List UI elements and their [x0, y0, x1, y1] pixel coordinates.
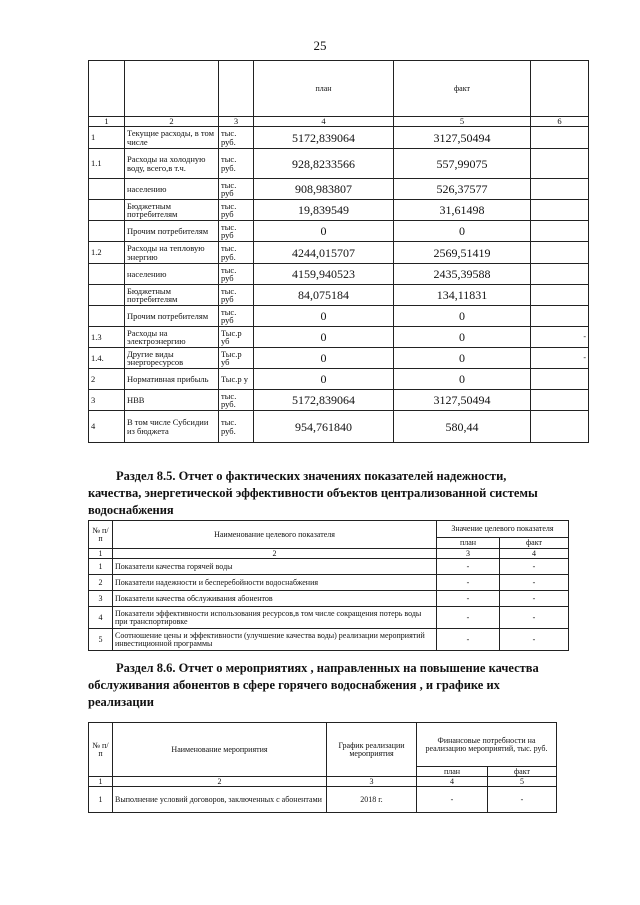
- table-row: [89, 306, 589, 327]
- fact-value: 0: [394, 221, 531, 242]
- plan-value: 5172,839064: [254, 390, 394, 411]
- table-row: [89, 264, 589, 285]
- table-row: [89, 559, 569, 575]
- fact-value: 0: [394, 306, 531, 327]
- row-number: 2: [89, 369, 125, 390]
- indicator-name: Показатели качества обслуживания абонентов: [113, 591, 437, 607]
- expense-name: Текущие расходы, в том числе: [125, 127, 219, 149]
- expense-name: населению: [125, 179, 219, 200]
- section-8-5-heading: Раздел 8.5. Отчет о фактических значениях показателей надежности, качества, энергетической эффективности объектов централизованной системы водоснабжения: [88, 469, 538, 517]
- row-number: 5: [89, 629, 113, 651]
- fact-value: 0: [394, 327, 531, 348]
- plan-value: 4244,015707: [254, 242, 394, 264]
- unit: Тыс.р у: [219, 369, 254, 390]
- column-6-value: -: [531, 327, 589, 348]
- num-header: № п/п: [89, 521, 113, 549]
- expense-name: Прочим потребителям: [125, 306, 219, 327]
- plan-value: -: [437, 591, 500, 607]
- table-row: [89, 327, 589, 348]
- expenses-table-body: [89, 127, 589, 443]
- column-numbers-row: 1 2 3 4 5: [89, 777, 557, 787]
- plan-value: 5172,839064: [254, 127, 394, 149]
- expenses-table: [88, 60, 589, 443]
- fact-value: 2569,51419: [394, 242, 531, 264]
- row-number: 4: [89, 607, 113, 629]
- row-number: [89, 179, 125, 200]
- table-row: [89, 179, 589, 200]
- column-6-value: [531, 127, 589, 149]
- column-6-value: [531, 149, 589, 179]
- row-number: 2: [89, 575, 113, 591]
- row-number: 1: [89, 787, 113, 813]
- expense-name: В том числе Субсидии из бюджета: [125, 411, 219, 443]
- plan-value: 0: [254, 306, 394, 327]
- table-row: [89, 607, 569, 629]
- row-number: [89, 264, 125, 285]
- column-numbers-row: 1 2 3 4: [89, 549, 569, 559]
- plan-header: план: [254, 61, 394, 117]
- row-number: 1.4.: [89, 348, 125, 369]
- expense-name: населению: [125, 264, 219, 285]
- plan-value: 0: [254, 327, 394, 348]
- expense-name: Расходы на холодную воду, всего,в т.ч.: [125, 149, 219, 179]
- fact-value: -: [500, 591, 569, 607]
- unit: тыс. руб: [219, 179, 254, 200]
- row-number: 4: [89, 411, 125, 443]
- schedule-value: 2018 г.: [327, 787, 417, 813]
- plan-value: -: [437, 629, 500, 651]
- column-6-value: [531, 179, 589, 200]
- table-row: [89, 221, 589, 242]
- expense-name: Расходы на электроэнергию: [125, 327, 219, 348]
- table-row: [89, 390, 589, 411]
- column-6-value: [531, 411, 589, 443]
- table-row: [89, 348, 589, 369]
- plan-header: план: [417, 767, 488, 777]
- finance-header: Финансовые потребности на реализацию мероприятий, тыс. руб.: [417, 723, 557, 767]
- plan-value: -: [437, 607, 500, 629]
- plan-value: 0: [254, 348, 394, 369]
- row-number: 3: [89, 591, 113, 607]
- indicator-value-header: Значение целевого показателя: [437, 521, 569, 538]
- column-6-value: -: [531, 348, 589, 369]
- fact-value: 3127,50494: [394, 390, 531, 411]
- schedule-header: График реализации мероприятия: [327, 723, 417, 777]
- plan-header: план: [437, 538, 500, 549]
- row-number: [89, 306, 125, 327]
- expense-name: Нормативная прибыль: [125, 369, 219, 390]
- unit: тыс. руб: [219, 306, 254, 327]
- plan-value: -: [437, 575, 500, 591]
- fact-value: 0: [394, 348, 531, 369]
- expense-name: Бюджетным потребителям: [125, 200, 219, 221]
- table-row: [89, 369, 589, 390]
- column-6-value: [531, 306, 589, 327]
- num-header: № п/п: [89, 723, 113, 777]
- table-header-row: [89, 61, 589, 117]
- fact-value: 2435,39588: [394, 264, 531, 285]
- unit: тыс. руб.: [219, 149, 254, 179]
- row-number: [89, 200, 125, 221]
- page-number: 25: [313, 38, 327, 53]
- fact-header: факт: [488, 767, 557, 777]
- row-number: 1.3: [89, 327, 125, 348]
- indicator-name-header: Наименование целевого показателя: [113, 521, 437, 549]
- indicator-name: Соотношение цены и эффективности (улучшение качества воды) реализации мероприятий инвестиционной программы: [113, 629, 437, 651]
- unit: Тыс.р уб: [219, 348, 254, 369]
- row-number: [89, 285, 125, 306]
- plan-value: 4159,940523: [254, 264, 394, 285]
- fact-header: факт: [500, 538, 569, 549]
- row-number: 3: [89, 390, 125, 411]
- unit: тыс. руб: [219, 200, 254, 221]
- column-numbers-row: 1 2 3 4 5 6: [89, 117, 589, 127]
- indicator-name: Показатели качества горячей воды: [113, 559, 437, 575]
- column-6-value: [531, 390, 589, 411]
- table-row: [89, 285, 589, 306]
- table-row: [89, 629, 569, 651]
- table-row: [89, 242, 589, 264]
- row-number: 1: [89, 559, 113, 575]
- indicators-table: [88, 520, 569, 651]
- fact-value: 580,44: [394, 411, 531, 443]
- row-number: 1.2: [89, 242, 125, 264]
- row-number: 1.1: [89, 149, 125, 179]
- unit: тыс. руб: [219, 221, 254, 242]
- expense-name: Бюджетным потребителям: [125, 285, 219, 306]
- fact-value: 3127,50494: [394, 127, 531, 149]
- plan-value: -: [437, 559, 500, 575]
- fact-value: 0: [394, 369, 531, 390]
- fact-value: 31,61498: [394, 200, 531, 221]
- expense-name: Прочим потребителям: [125, 221, 219, 242]
- expense-name: Расходы на тепловую энергию: [125, 242, 219, 264]
- column-6-value: [531, 221, 589, 242]
- unit: тыс. руб.: [219, 127, 254, 149]
- unit: тыс. руб: [219, 264, 254, 285]
- expense-name: НВВ: [125, 390, 219, 411]
- table-row: [89, 591, 569, 607]
- measure-name: Выполнение условий договоров, заключенных с абонентами: [113, 787, 327, 813]
- measures-table-body: [89, 787, 557, 813]
- table-row: [89, 787, 557, 813]
- fact-value: -: [500, 629, 569, 651]
- plan-value: 0: [254, 369, 394, 390]
- plan-value: 0: [254, 221, 394, 242]
- fact-value: -: [500, 607, 569, 629]
- row-number: 1: [89, 127, 125, 149]
- unit: тыс. руб.: [219, 242, 254, 264]
- row-number: [89, 221, 125, 242]
- plan-value: 84,075184: [254, 285, 394, 306]
- column-6-value: [531, 369, 589, 390]
- column-6-value: [531, 264, 589, 285]
- expense-name: Другие виды энергоресурсов: [125, 348, 219, 369]
- unit: Тыс.р уб: [219, 327, 254, 348]
- measures-table: [88, 722, 557, 813]
- section-8-6-heading: Раздел 8.6. Отчет о мероприятиях , направленных на повышение качества обслуживания абонентов в сфере горячего водоснабжения , и графике их реализации: [88, 661, 539, 709]
- unit: тыс. руб.: [219, 411, 254, 443]
- plan-value: 928,8233566: [254, 149, 394, 179]
- plan-value: 908,983807: [254, 179, 394, 200]
- fact-value: -: [488, 787, 557, 813]
- measure-name-header: Наименование мероприятия: [113, 723, 327, 777]
- column-6-value: [531, 200, 589, 221]
- fact-header: факт: [394, 61, 531, 117]
- unit: тыс. руб: [219, 285, 254, 306]
- fact-value: -: [500, 559, 569, 575]
- table-row: [89, 411, 589, 443]
- indicator-name: Показатели надежности и бесперебойности водоснабжения: [113, 575, 437, 591]
- table-row: [89, 200, 589, 221]
- plan-value: 954,761840: [254, 411, 394, 443]
- indicators-table-body: [89, 559, 569, 651]
- table-row: [89, 149, 589, 179]
- fact-value: -: [500, 575, 569, 591]
- column-6-value: [531, 242, 589, 264]
- plan-value: -: [417, 787, 488, 813]
- fact-value: 526,37577: [394, 179, 531, 200]
- fact-value: 134,11831: [394, 285, 531, 306]
- unit: тыс. руб.: [219, 390, 254, 411]
- table-row: [89, 575, 569, 591]
- plan-value: 19,839549: [254, 200, 394, 221]
- table-row: [89, 127, 589, 149]
- fact-value: 557,99075: [394, 149, 531, 179]
- indicator-name: Показатели эффективности использования ресурсов,в том числе сокращения потерь воды при транспортировке: [113, 607, 437, 629]
- column-6-value: [531, 285, 589, 306]
